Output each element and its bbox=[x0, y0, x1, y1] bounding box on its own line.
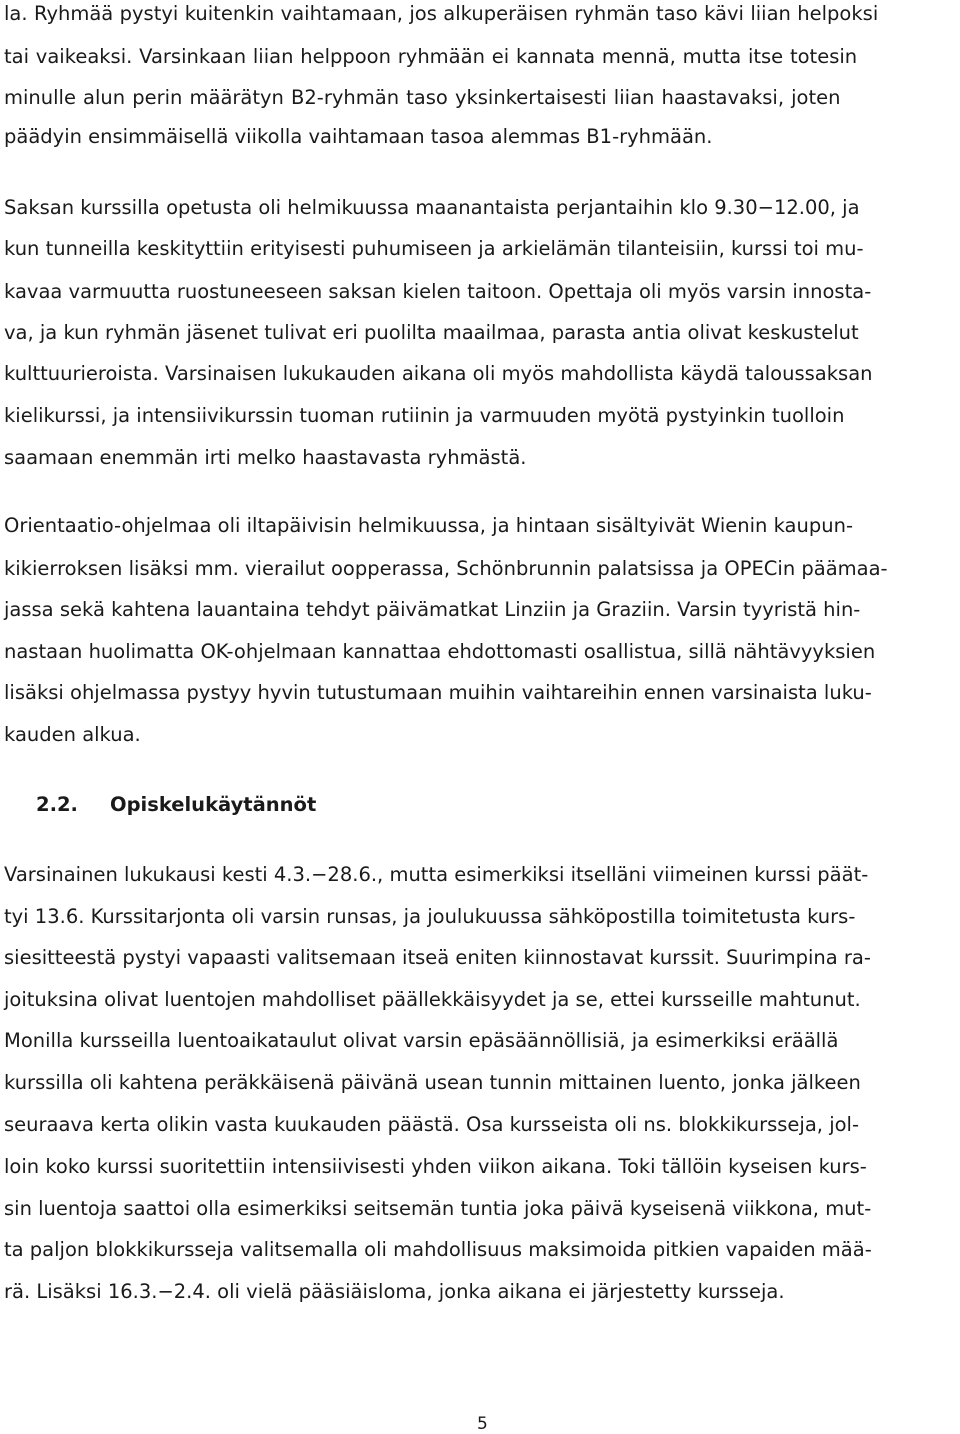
text-line: saamaan enemmän irti melko haastavasta ryhmästä. bbox=[4, 446, 527, 469]
text-line: seuraava kerta olikin vasta kuukauden päästä. Osa kursseista oli ns. blokkikursseja, jol- bbox=[4, 1113, 860, 1136]
text-line: minulle alun perin määrätyn B2-ryhmän taso yksinkertaisesti liian haastavaksi, joten bbox=[4, 86, 841, 109]
text-line: la. Ryhmää pystyi kuitenkin vaihtamaan, jos alkuperäisen ryhmän taso kävi liian helpoksi bbox=[4, 2, 879, 25]
text-line: loin koko kurssi suoritettiin intensiivisesti yhden viikon aikana. Toki tällöin kyseisen kurs- bbox=[4, 1155, 867, 1178]
text-line: kurssilla oli kahtena peräkkäisenä päivänä usean tunnin mittainen luento, jonka jälkeen bbox=[4, 1071, 861, 1094]
text-line: rä. Lisäksi 16.3.−2.4. oli vielä pääsiäisloma, jonka aikana ei järjestetty kursseja. bbox=[4, 1280, 785, 1303]
section-number: 2.2. bbox=[36, 793, 78, 816]
text-line: päädyin ensimmäisellä viikolla vaihtamaan tasoa alemmas B1-ryhmään. bbox=[4, 125, 713, 148]
text-line: kielikurssi, ja intensiivikurssin tuoman rutiinin ja varmuuden myötä pystyinkin tuolloin bbox=[4, 404, 845, 427]
section-title: Opiskelukäytännöt bbox=[110, 793, 317, 816]
text-line: kikierroksen lisäksi mm. vierailut oopperassa, Schönbrunnin palatsissa ja OPECin päämaa- bbox=[4, 557, 888, 580]
text-line: kulttuurieroista. Varsinaisen lukukauden aikana oli myös mahdollista käydä taloussaksan bbox=[4, 362, 873, 385]
text-line: Orientaatio-ohjelmaa oli iltapäivisin helmikuussa, ja hintaan sisältyivät Wienin kaupun- bbox=[4, 514, 853, 537]
text-line: kun tunneilla keskityttiin erityisesti puhumiseen ja arkielämän tilanteisiin, kurssi toi mu- bbox=[4, 237, 864, 260]
text-line: Saksan kurssilla opetusta oli helmikuussa maanantaista perjantaihin klo 9.30−12.00, ja bbox=[4, 196, 860, 219]
text-line: kauden alkua. bbox=[4, 723, 141, 746]
text-line: nastaan huolimatta OK-ohjelmaan kannattaa ehdottomasti osallistua, sillä nähtävyyksien bbox=[4, 640, 876, 663]
text-line: va, ja kun ryhmän jäsenet tulivat eri puolilta maailmaa, parasta antia olivat keskustelut bbox=[4, 321, 859, 344]
text-line: siesitteestä pystyi vapaasti valitsemaan itseä eniten kiinnostavat kurssit. Suurimpina ra- bbox=[4, 946, 871, 969]
text-line: ta paljon blokkikursseja valitsemalla oli mahdollisuus maksimoida pitkien vapaiden mää- bbox=[4, 1238, 872, 1261]
text-line: jassa sekä kahtena lauantaina tehdyt päivämatkat Linziin ja Graziin. Varsin tyyristä hin- bbox=[4, 598, 861, 621]
text-line: tai vaikeaksi. Varsinkaan liian helppoon ryhmään ei kannata mennä, mutta itse totesin bbox=[4, 45, 858, 68]
page-number: 5 bbox=[477, 1414, 488, 1434]
text-line: tyi 13.6. Kurssitarjonta oli varsin runsas, ja joulukuussa sähköpostilla toimitetusta kurs- bbox=[4, 905, 856, 928]
text-line: sin luentoja saattoi olla esimerkiksi seitsemän tuntia joka päivä kyseisenä viikkona, mut- bbox=[4, 1197, 872, 1220]
text-line: Varsinainen lukukausi kesti 4.3.−28.6., mutta esimerkiksi itselläni viimeinen kurssi päät- bbox=[4, 863, 869, 886]
text-line: kavaa varmuutta ruostuneeseen saksan kielen taitoon. Opettaja oli myös varsin innosta- bbox=[4, 280, 872, 303]
text-line: joituksina olivat luentojen mahdolliset päällekkäisyydet ja se, ettei kursseille mahtunut. bbox=[4, 988, 861, 1011]
text-line: lisäksi ohjelmassa pystyy hyvin tutustumaan muihin vaihtareihin ennen varsinaista luku- bbox=[4, 681, 872, 704]
text-line: Monilla kursseilla luentoaikataulut olivat varsin epäsäännöllisiä, ja esimerkiksi eräällä bbox=[4, 1029, 839, 1052]
